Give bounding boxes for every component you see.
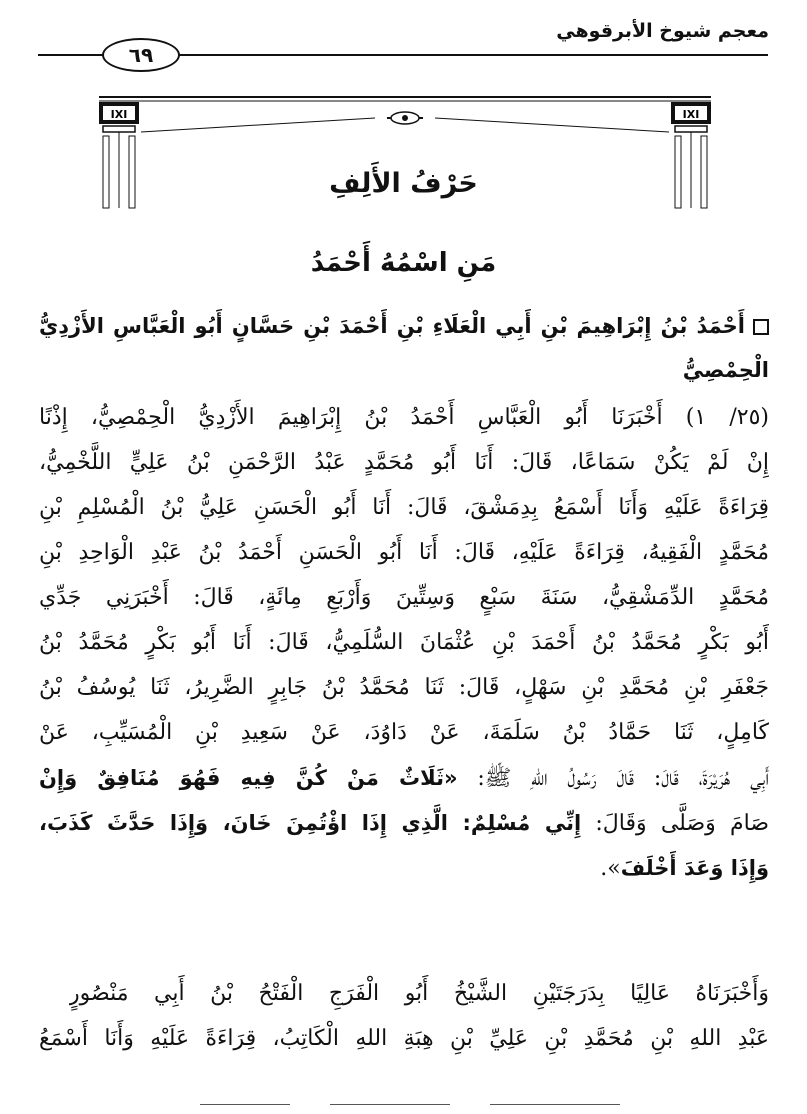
body-line [39,846,769,891]
entry-heading-line: أَحْمَدُ بْنُ إِبْرَاهِيمَ بْنِ أَبِي الْعَلَاءِ بْنِ أَحْمَدَ بْنِ حَسَّانٍ أَبُو الْعَبَّاسِ الأَزْدِيُّ [39,304,769,348]
square-bullet-icon [753,319,769,335]
body-line: مُحَمَّدٍ الْفَقِيهُ، قِرَاءَةً عَلَيْهِ، قَالَ: أَنَا أَبُو الْحَسَنِ أَحْمَدُ بْنُ عَبْدِ الْوَاحِدِ بْنِ [39,540,769,565]
body-line: مُحَمَّدٍ الدِّمَشْقِيُّ، سَنَةَ سَبْعٍ وَسِتِّينَ وَأَرْبَعِ مِائَةٍ، قَالَ: أَخْبَرَنِي جَدِّي [39,585,769,610]
body-line: (٢٥/ ١) أَخْبَرَنَا أَبُو الْعَبَّاسِ أَحْمَدُ بْنُ إِبْرَاهِيمَ الأَزْدِيُّ الْحِمْصِيُّ، إِذْنًا [39,405,769,430]
svg-text:IXI: IXI [682,108,700,121]
entry-heading-line: الْحِمْصِيُّ [682,358,769,382]
hadith-text: «ثَلَاثٌ مَنْ كُنَّ فِيهِ فَهُوَ مُنَافِقٌ وَإِنْ [39,766,458,790]
body-line: عَبْدِ اللهِ بْنِ مُحَمَّدِ بْنِ عَلِيِّ بْنِ هِبَةِ اللهِ الْكَاتِبُ، قِرَاءَةً عَلَيْهِ وَأَنَا أَسْمَعُ [39,1026,769,1051]
hadith-text: إِنِّي مُسْلِمٌ: الَّذِي إِذَا اؤْتُمِنَ خَانَ، وَإِذَا حَدَّثَ كَذَبَ، [39,811,582,835]
body-line: قِرَاءَةً عَلَيْهِ وَأَنَا أَسْمَعُ بِدِمَشْقَ، قَالَ: أَنَا أَبُو الْحَسَنِ عَلِيُّ بْنُ الْمُسْلِمِ بْنِ [39,495,769,520]
footer-rule [330,1104,450,1105]
body-line: أَبُو بَكْرٍ مُحَمَّدُ بْنُ أَحْمَدَ بْنِ عُثْمَانَ السُّلَمِيُّ، قَالَ: أَنَا أَبُو بَكْرٍ مُحَمَّدُ بْنُ [39,630,769,655]
running-title: معجم شيوخ الأبرقوهي [556,20,769,42]
body-line [39,756,769,801]
section-title: مَنِ اسْمُهُ أَحْمَدُ [310,248,497,278]
hadith-text: وَإِذَا وَعَدَ أَخْلَفَ [620,856,769,880]
footer-rule [490,1104,620,1105]
body-text: صَامَ وَصَلَّى وَقَالَ: [581,811,769,836]
body-line: إِنْ لَمْ يَكُنْ سَمَاعًا، قَالَ: أَنَا أَبُو مُحَمَّدٍ عَبْدُ الرَّحْمَنِ بْنُ عَلِيٍّ اللَّخْمِيُّ، [39,450,769,475]
body-line: وَأَخْبَرَنَاهُ عَالِيًا بِدَرَجَتَيْنِ الشَّيْخُ أَبُو الْفَرَجِ الْفَتْحُ بْنُ أَبِي مَنْصُورٍ [69,981,769,1006]
body-line [39,801,769,846]
page-number: ٦٩ [102,38,180,72]
body-text: ». [600,856,621,881]
body-line: كَامِلٍ، ثَنَا حَمَّادُ بْنُ سَلَمَةَ، عَنْ دَاوُدَ، عَنْ سَعِيدِ بْنِ الْمُسَيِّبِ، عَنْ [39,720,769,745]
footer-rule [200,1104,290,1105]
chapter-title: حَرْفُ الأَلِفِ [329,168,478,199]
body-text: أَبِي هُرَيْرَةَ، قَالَ: قَالَ رَسُولُ اللهِ ﷺ: [457,766,769,791]
body-line: جَعْفَرِ بْنِ مُحَمَّدِ بْنِ سَهْلٍ، قَالَ: ثَنَا مُحَمَّدُ بْنُ جَابِرٍ الضَّرِيرُ، ثَنَا يُوسُفُ بْنُ [39,675,769,700]
center-ornament [387,112,423,124]
svg-text:IXI: IXI [110,108,128,121]
